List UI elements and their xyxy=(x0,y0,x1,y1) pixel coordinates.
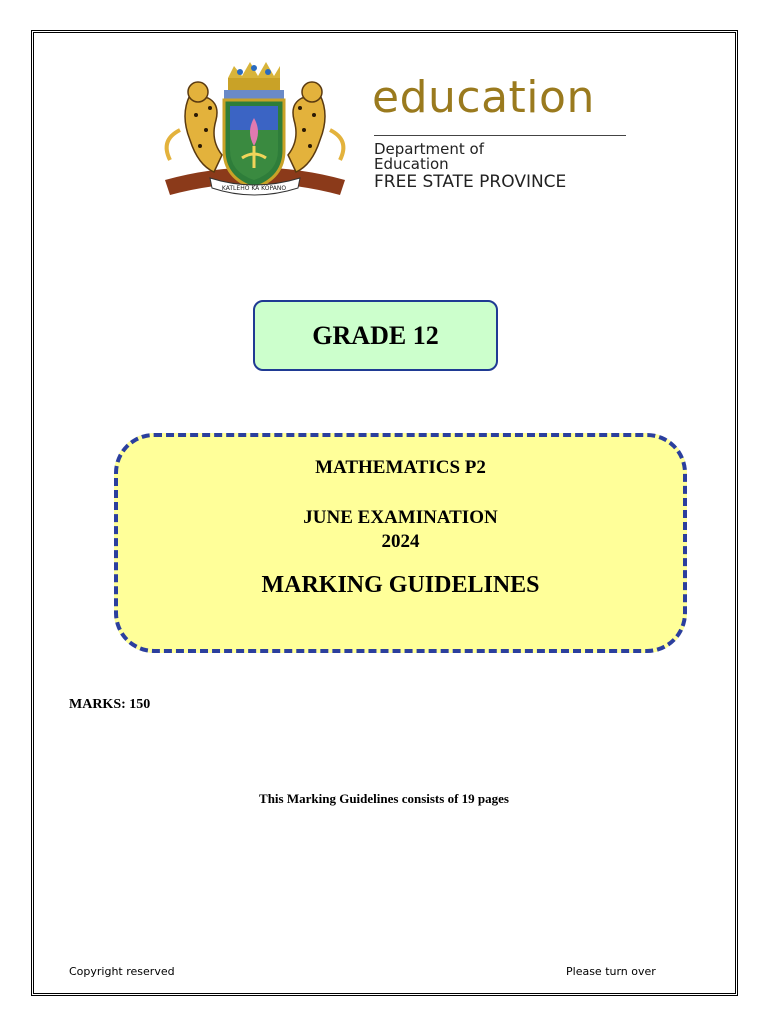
footer-copyright: Copyright reserved xyxy=(69,965,175,978)
page-count-note: This Marking Guidelines consists of 19 pages xyxy=(259,791,509,806)
marks-total: MARKS: 150 xyxy=(69,697,151,712)
footer-turn-over: Please turn over xyxy=(566,965,656,978)
exam-title: JUNE EXAMINATION xyxy=(303,507,498,528)
exam-year: 2024 xyxy=(381,531,420,552)
subject-title: MATHEMATICS P2 xyxy=(315,457,486,478)
title-box xyxy=(114,433,687,653)
brand-wordmark: education xyxy=(372,72,595,123)
brand-divider xyxy=(374,135,626,136)
header-logo xyxy=(150,60,630,208)
motto-text: KATLEHO KA KOPANO xyxy=(221,185,287,192)
coat-of-arms-icon xyxy=(150,60,360,208)
grade-box xyxy=(253,300,498,371)
department-line-3: FREE STATE PROVINCE xyxy=(374,172,567,192)
department-line-2: Education xyxy=(374,155,449,173)
document-type-title: MARKING GUIDELINES xyxy=(261,572,540,598)
grade-label: GRADE 12 xyxy=(312,320,439,350)
department-line-1: Department of xyxy=(374,140,484,158)
